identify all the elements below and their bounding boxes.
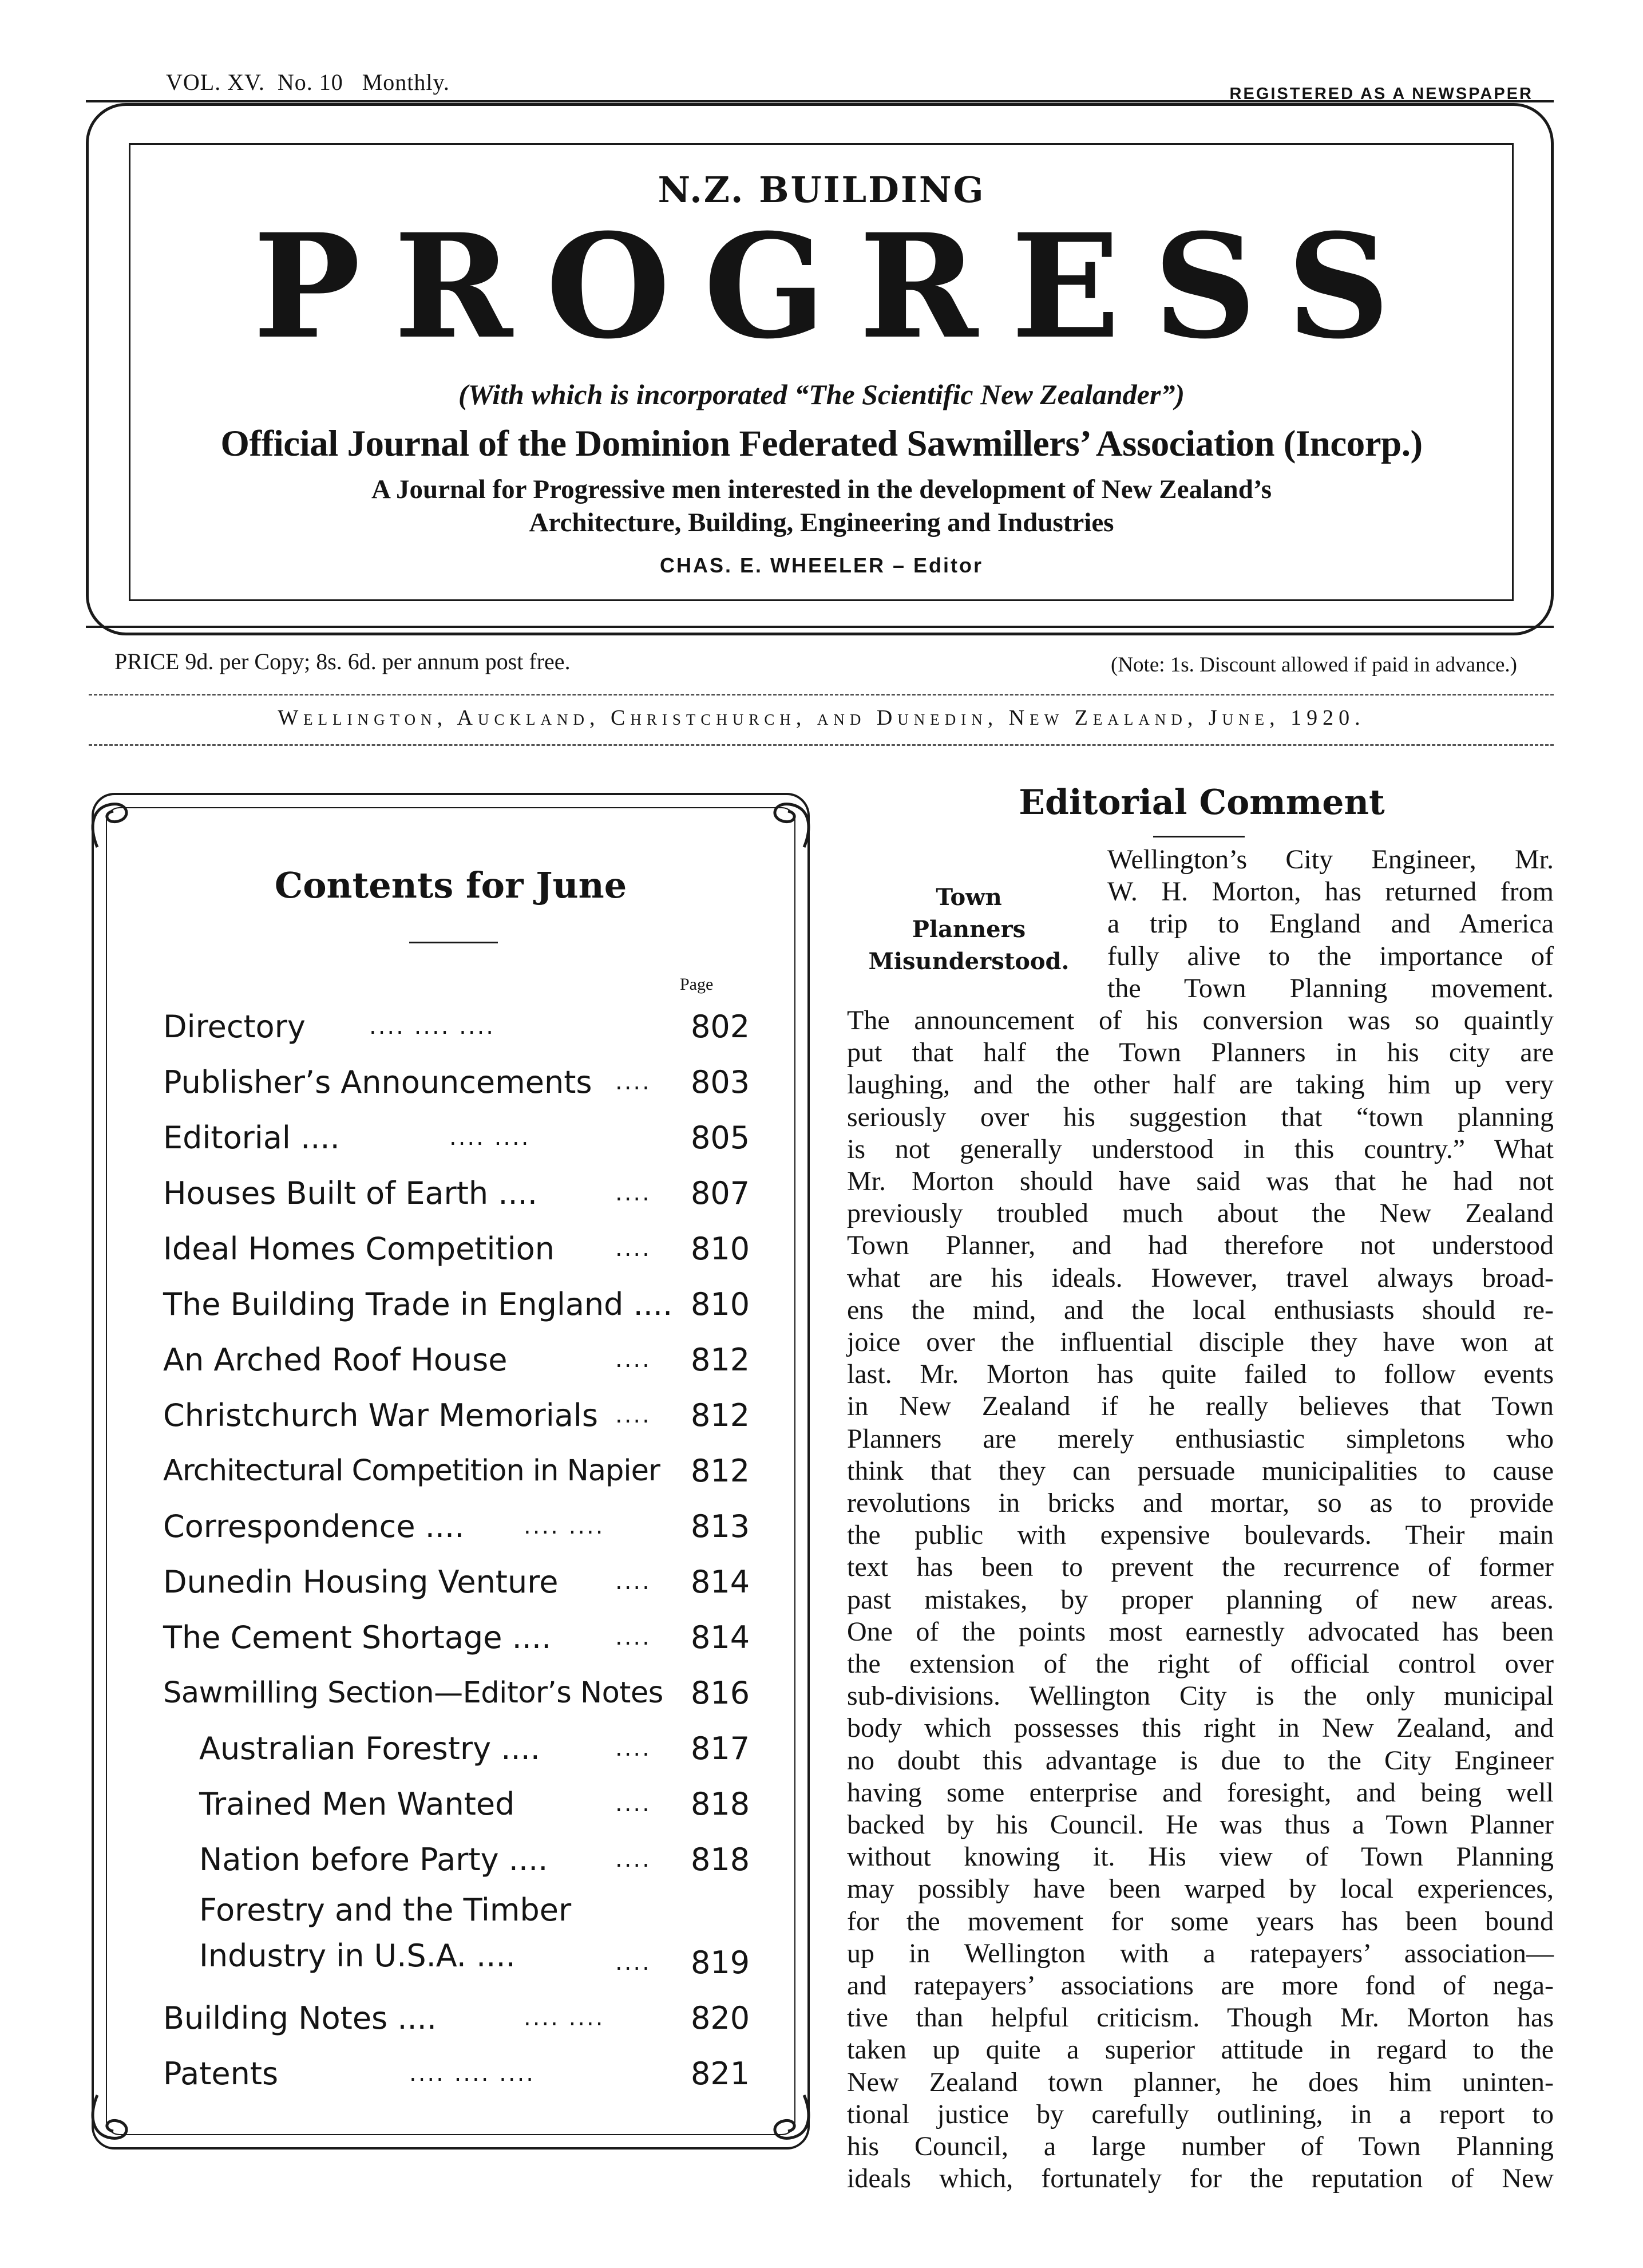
toc-leader-dots: .... .... — [524, 1513, 605, 1539]
toc-item-page: 818 — [691, 1786, 750, 1822]
toc-item — [163, 1221, 753, 1277]
toc-item-label: The Building Trade in England .... — [163, 1286, 673, 1322]
editorial-line: seriously over his suggestion that “town planning — [847, 1102, 1554, 1132]
editorial-line: W. H. Morton, has returned from — [1107, 876, 1554, 907]
toc-item — [163, 1388, 753, 1443]
editorial-line: joice over the influential disciple they have won at — [847, 1327, 1554, 1357]
masthead-nz-building: N.Z. BUILDING — [658, 169, 985, 211]
masthead-title: PROGRESS — [253, 202, 1423, 370]
toc-item — [163, 1499, 753, 1554]
masthead-bottom-rule — [86, 626, 1554, 628]
toc-item-page: 813 — [691, 1508, 750, 1544]
editorial-line: no doubt this advantage is due to the City Engineer — [847, 1745, 1554, 1776]
toc-item-page: 820 — [691, 2000, 750, 2036]
toc-item — [163, 1110, 753, 1165]
masthead-incorporated-note: (With which is incorporated “The Scientific New Zealander”) — [458, 378, 1185, 410]
toc-item-label: Nation before Party .... — [199, 1842, 548, 1878]
toc-item — [163, 1610, 753, 1665]
side-heading-line-2: Planners — [912, 916, 1026, 943]
side-heading-line-1: Town — [936, 884, 1002, 911]
toc-item-label: Patents — [163, 2056, 279, 2092]
editorial-line: backed by his Council. He was thus a Town Planner — [847, 1809, 1554, 1840]
masthead-journal-line-2: Architecture, Building, Engineering and Industries — [529, 508, 1114, 538]
toc-leader-dots: .... — [615, 1402, 651, 1428]
editorial-line: the Town Planning movement. — [1107, 973, 1554, 1003]
editorial-line: last. Mr. Morton has quite failed to follow events — [847, 1359, 1554, 1389]
contents-title-underline — [409, 942, 498, 943]
toc-item-page: 816 — [691, 1675, 750, 1711]
toc-item-label: Publisher’s Announcements — [163, 1064, 592, 1100]
toc-item-page: 807 — [691, 1175, 750, 1211]
editorial-line: a trip to England and America — [1107, 908, 1554, 939]
toc-leader-dots: .... .... — [449, 1124, 530, 1151]
toc-item — [163, 1665, 753, 1721]
editorial-line: past mistakes, by proper planning of new areas. — [847, 1585, 1554, 1615]
toc-item — [163, 1332, 753, 1388]
toc-item-label: Sawmilling Section—Editor’s Notes — [163, 1676, 663, 1710]
toc-leader-dots: .... — [615, 1735, 651, 1761]
discount-note: (Note: 1s. Discount allowed if paid in advance.) — [1111, 653, 1517, 677]
toc-item-label: Correspondence .... — [163, 1508, 465, 1544]
contents-list — [163, 999, 753, 2101]
dashed-rule-lower — [89, 744, 1554, 746]
masthead-journal-line-1: A Journal for Progressive men interested in the development of New Zealand’s — [371, 475, 1272, 504]
toc-item-label: Ideal Homes Competition — [163, 1231, 555, 1267]
toc-item-label: Trained Men Wanted — [199, 1786, 515, 1822]
editorial-line: Planners are merely enthusiastic simpletons who — [847, 1424, 1554, 1454]
toc-item — [163, 1054, 753, 1110]
toc-leader-dots: .... — [615, 1235, 651, 1262]
editorial-line: the extension of the right of official control over — [847, 1649, 1554, 1679]
toc-leader-dots: .... .... .... — [409, 2060, 536, 2087]
toc-item-label: Directory — [163, 1009, 306, 1045]
toc-item-label: The Cement Shortage .... — [163, 1619, 552, 1655]
toc-item-page: 812 — [691, 1397, 750, 1433]
price-text: PRICE 9d. per Copy; 8s. 6d. per annum post free. — [114, 649, 571, 674]
editorial-line: sub-divisions. Wellington City is the only municipal — [847, 1681, 1554, 1711]
toc-item — [163, 1443, 753, 1499]
toc-item-page: 818 — [691, 1842, 750, 1878]
toc-item — [163, 1554, 753, 1610]
editorial-line: think that they can persuade municipalities to cause — [847, 1456, 1554, 1486]
editorial-line: revolutions in bricks and mortar, so as to provide — [847, 1488, 1554, 1518]
toc-item-label: Houses Built of Earth .... — [163, 1175, 537, 1211]
toc-item-page: 812 — [691, 1453, 750, 1489]
toc-item-label: Building Notes .... — [163, 2000, 437, 2036]
editorial-line: the public with expensive boulevards. Their main — [847, 1520, 1554, 1550]
masthead-editor: CHAS. E. WHEELER – Editor — [659, 554, 984, 577]
editorial-line: body which possesses this right in New Zealand, and — [847, 1713, 1554, 1743]
editorial-line: having some enterprise and foresight, and being well — [847, 1777, 1554, 1808]
editorial-line: ens the mind, and the local enthusiasts should re- — [847, 1295, 1554, 1325]
toc-leader-dots: .... — [615, 1846, 651, 1872]
editorial-line: taken up quite a superior attitude in regard to the — [847, 2034, 1554, 2065]
editorial-line: what are his ideals. However, travel always broad- — [847, 1263, 1554, 1293]
editorial-line: Wellington’s City Engineer, Mr. — [1107, 844, 1554, 875]
toc-item — [163, 1277, 753, 1332]
toc-item-page: 805 — [691, 1120, 750, 1156]
toc-item — [163, 1721, 753, 1776]
editorial-title: Editorial Comment — [1019, 783, 1385, 823]
toc-item — [163, 1165, 753, 1221]
editorial-line: laughing, and the other half are taking him up very — [847, 1069, 1554, 1100]
toc-item — [163, 1832, 753, 1887]
toc-item-page: 802 — [691, 1009, 750, 1045]
toc-item-label: Architectural Competition in Napier — [163, 1454, 660, 1488]
corner-ornament-bottom-left — [86, 2087, 149, 2150]
contents-page-header: Page — [680, 975, 714, 994]
toc-item — [163, 1887, 753, 1990]
editorial-line: may possibly have been warped by local experiences, — [847, 1874, 1554, 1904]
toc-leader-dots: .... — [615, 1949, 651, 1975]
editorial-line: up in Wellington with a ratepayers’ association— — [847, 1938, 1554, 1969]
editorial-line: tive than helpful criticism. Though Mr. Morton has — [847, 2002, 1554, 2033]
editorial-line: The announcement of his conversion was so quaintly — [847, 1005, 1554, 1036]
toc-item-page: 803 — [691, 1064, 750, 1100]
toc-item — [163, 999, 753, 1054]
editorial-line: in New Zealand if he really believes that Town — [847, 1391, 1554, 1421]
editorial-line: and ratepayers’ associations are more fond of nega- — [847, 1970, 1554, 2001]
toc-item-page: 810 — [691, 1286, 750, 1322]
top-rule — [86, 100, 1554, 102]
editorial-line: One of the points most earnestly advocated has been — [847, 1617, 1554, 1647]
toc-leader-dots: .... .... .... — [369, 1013, 496, 1040]
toc-item-label: Forestry and the Timber Industry in U.S.A. .... — [199, 1892, 572, 1974]
toc-item — [163, 1776, 753, 1832]
contents-title: Contents for June — [274, 864, 627, 906]
corner-ornament-top-left — [86, 793, 149, 856]
editorial-line: previously troubled much about the New Zealand — [847, 1198, 1554, 1228]
editorial-line: tional justice by carefully outlining, in a report to — [847, 2099, 1554, 2129]
side-heading-line-3: Misunderstood. — [868, 948, 1070, 975]
toc-item-label: Australian Forestry .... — [199, 1730, 540, 1767]
dashed-rule-upper — [89, 694, 1554, 696]
editorial-line: fully alive to the importance of — [1107, 941, 1554, 971]
toc-leader-dots: .... — [615, 1568, 651, 1595]
toc-item-page: 814 — [691, 1619, 750, 1655]
toc-item-page: 819 — [691, 1945, 750, 1981]
toc-item-page: 812 — [691, 1342, 750, 1378]
editorial-line: for the movement for some years has been bound — [847, 1906, 1554, 1937]
editorial-line: New Zealand town planner, he does him uninten- — [847, 2067, 1554, 2097]
editorial-line: Mr. Morton should have said was that he had not — [847, 1166, 1554, 1196]
editorial-line: put that half the Town Planners in his city are — [847, 1037, 1554, 1068]
dateline: Wellington, Auckland, Christchurch, and Dunedin, New Zealand, June, 1920. — [278, 706, 1365, 730]
editorial-line: ideals which, fortunately for the reputation of New — [847, 2163, 1554, 2194]
corner-ornament-top-right — [753, 793, 815, 856]
editorial-line: his Council, a large number of Town Planning — [847, 2131, 1554, 2162]
toc-item-label: Editorial .... — [163, 1120, 340, 1156]
toc-leader-dots: .... — [615, 1069, 651, 1095]
editorial-line: text has been to prevent the recurrence of former — [847, 1552, 1554, 1582]
toc-item-page: 810 — [691, 1231, 750, 1267]
toc-leader-dots: .... — [615, 1624, 651, 1650]
corner-ornament-bottom-right — [753, 2087, 815, 2150]
editorial-line: Town Planner, and had therefore not understood — [847, 1230, 1554, 1261]
toc-leader-dots: .... — [615, 1180, 651, 1206]
masthead-official-journal: Official Journal of the Dominion Federated Sawmillers’ Association (Incorp.) — [220, 423, 1423, 464]
toc-item — [163, 1990, 753, 2046]
toc-item-label: An Arched Roof House — [163, 1342, 508, 1378]
toc-item — [163, 2046, 753, 2101]
toc-item-label: Christchurch War Memorials — [163, 1397, 598, 1433]
toc-leader-dots: .... .... — [524, 2005, 605, 2031]
toc-leader-dots: .... — [615, 1346, 651, 1373]
toc-item-label: Dunedin Housing Venture — [163, 1564, 559, 1600]
registered-label: REGISTERED AS A NEWSPAPER — [1229, 85, 1533, 103]
editorial-line: without knowing it. His view of Town Planning — [847, 1842, 1554, 1872]
editorial-title-rule — [1153, 836, 1245, 837]
toc-item-page: 821 — [691, 2056, 750, 2092]
editorial-line: is not generally understood in this country.” What — [847, 1134, 1554, 1164]
toc-leader-dots: .... — [615, 1791, 651, 1817]
toc-item-page: 817 — [691, 1730, 750, 1767]
toc-item-page: 814 — [691, 1564, 750, 1600]
volume-line: VOL. XV. No. 10 Monthly. — [166, 69, 450, 95]
editorial-side-heading — [857, 882, 1080, 978]
